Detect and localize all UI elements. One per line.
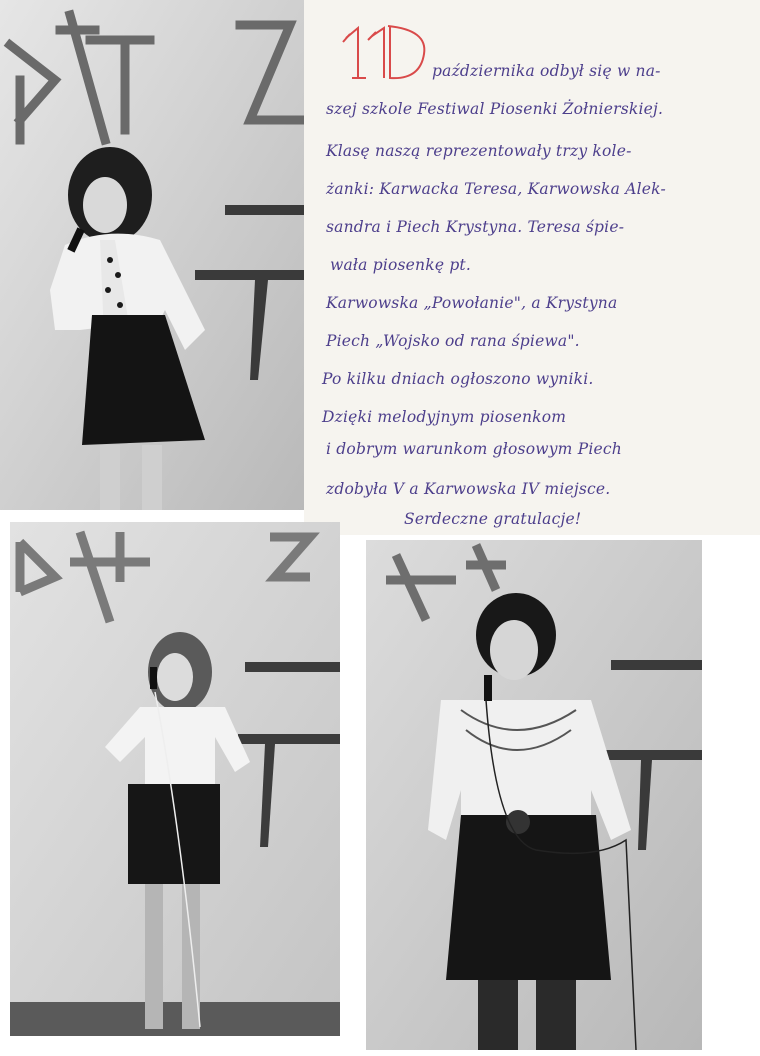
note-line: Piech „Wojsko od rana śpiewa". [326,332,580,350]
note-line: szej szkole Festiwal Piosenki Żołnierskiej. [326,100,664,118]
photo-singer-white-blouse [10,522,340,1036]
note-line: wała piosenkę pt. [330,256,471,274]
monogram-logo [338,20,430,82]
photo-singer-polka-dot-tie [0,0,304,510]
photo-singer-ruffled-blouse [366,540,702,1050]
note-line: Karwowska „Powołanie", a Krystyna [326,294,618,312]
note-line: i dobrym warunkom głosowym Piech [326,440,622,458]
note-line: października odbył się w na- [432,62,661,80]
note-line: żanki: Karwacka Teresa, Karwowska Alek- [326,180,666,198]
note-line: Dzięki melodyjnym piosenkom [322,408,567,426]
note-line: Serdeczne gratulacje! [404,510,582,528]
note-line: zdobyła V a Karwowska IV miejsce. [326,480,611,498]
note-line: sandra i Piech Krystyna. Teresa śpie- [326,218,625,236]
note-line: Po kilku dniach ogłoszono wyniki. [322,370,594,388]
note-line: Klasę naszą reprezentowały trzy kole- [326,142,632,160]
